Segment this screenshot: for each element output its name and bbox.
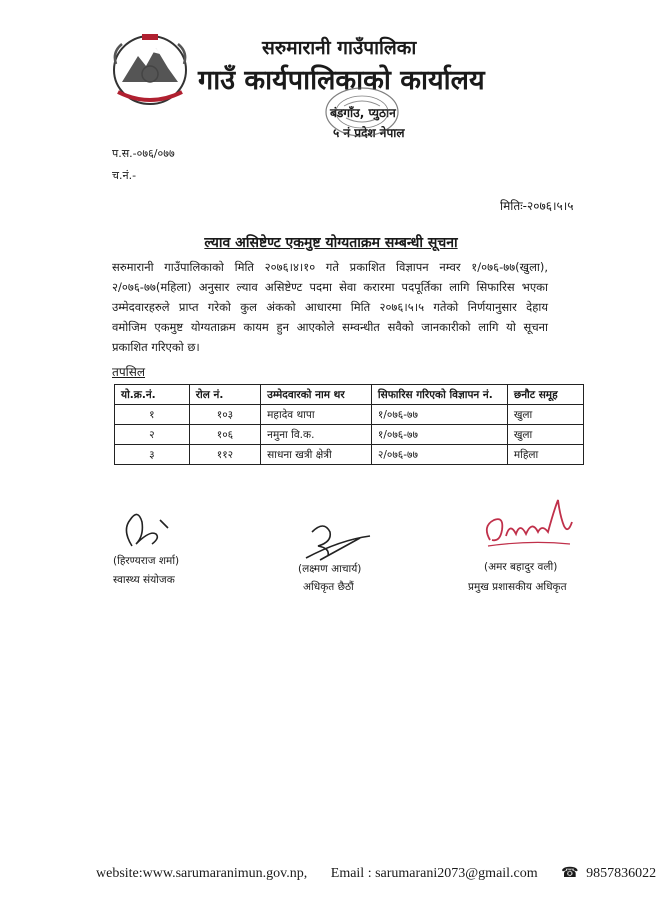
- signature-3-image: [480, 496, 576, 554]
- details-label: तपसिल: [112, 365, 146, 379]
- office-seal-stamp: [322, 84, 402, 140]
- cell-ad-number: १/०७६-७७: [371, 425, 507, 445]
- cell-serial: १: [115, 405, 190, 425]
- table-row: [115, 425, 584, 445]
- signatory-1-title: स्वास्थ्य संयोजक: [113, 574, 175, 586]
- phone-icon: ☎: [561, 866, 579, 881]
- col-header-serial: यो.क्र.नं.: [115, 385, 190, 405]
- signatory-3-title: प्रमुख प्रशासकीय अधिकृत: [468, 581, 567, 593]
- footer-website: website:www.sarumaranimun.gov.np,: [96, 866, 308, 881]
- signatory-2-name: (लक्ष्मण आचार्य): [298, 563, 362, 575]
- footer-contact: [96, 865, 662, 882]
- cell-group: खुला: [507, 425, 583, 445]
- notice-line: उम्मेदवारहरुले प्राप्त गरेको कुल अंकको आधारमा मिति २०७६।५।५ गतेको निर्णयानुसार देहाय: [112, 300, 548, 314]
- signatory-2-title: अधिकृत छैठौं: [303, 581, 354, 593]
- notice-body: [112, 257, 548, 357]
- table-row: [115, 405, 584, 425]
- signatory-3-name: (अमर बहादुर वली): [484, 561, 558, 573]
- cell-serial: ३: [115, 445, 190, 465]
- cell-name: साधना खत्री क्षेत्री: [261, 445, 372, 465]
- notice-line: प्रकाशित गरिएको छ।: [112, 340, 200, 354]
- col-header-roll: रोल नं.: [189, 385, 260, 405]
- cell-roll: १०३: [189, 405, 260, 425]
- cell-roll: ११२: [189, 445, 260, 465]
- cell-roll: १०६: [189, 425, 260, 445]
- col-header-ad-number: सिफारिस गरिएको विज्ञापन नं.: [371, 385, 507, 405]
- col-header-name: उम्मेदवारको नाम थर: [261, 385, 372, 405]
- cell-name: महादेव थापा: [261, 405, 372, 425]
- office-name: गाउँ कार्यपालिकाको कार्यालय: [198, 65, 485, 96]
- dispatch-number: च.नं.-: [112, 169, 137, 182]
- org-name: सरुमारानी गाउँपालिका: [262, 37, 417, 59]
- signature-2-image: [300, 518, 380, 562]
- notice-date: मितिः-२०७६।५।५: [500, 199, 574, 213]
- cell-serial: २: [115, 425, 190, 445]
- footer-email: Email : sarumarani2073@gmail.com: [330, 866, 538, 881]
- table-header-row: [115, 385, 584, 405]
- notice-line: सरुमारानी गाउँपालिकाको मिति २०७६।४।१० गते प्रकाशित विज्ञापन नम्वर १/०७६-७७(खुला),: [112, 260, 548, 274]
- footer-phone: 9857836022: [586, 866, 657, 881]
- nepal-emblem-logo: [108, 30, 192, 108]
- signatory-1-name: (हिरण्यराज शर्मा): [113, 555, 180, 567]
- signature-1-image: [116, 500, 176, 554]
- notice-line: २/०७६-७७(महिला) अनुसार ल्याव असिष्टेण्ट पदमा सेवा करारमा पदपूर्तिका लागि सिफारिस भएका: [112, 280, 548, 294]
- cell-group: महिला: [507, 445, 583, 465]
- table-row: [115, 445, 584, 465]
- address-line-2: ५ नं प्रदेश नेपाल: [333, 126, 405, 140]
- cell-name: नमुना वि.क.: [261, 425, 372, 445]
- merit-list-table: [114, 384, 584, 465]
- notice-subject: ल्याव असिष्टेण्ट एकमुष्ट योग्यताक्रम सम्बन्धी सूचना: [204, 235, 458, 251]
- reference-number: प.स.-०७६/०७७: [112, 147, 175, 160]
- address-line-1: बंडगाँउ, प्युठान: [330, 106, 396, 120]
- col-header-group: छनौट समूह: [507, 385, 583, 405]
- cell-group: खुला: [507, 405, 583, 425]
- cell-ad-number: २/०७६-७७: [371, 445, 507, 465]
- cell-ad-number: १/०७६-७७: [371, 405, 507, 425]
- notice-line: वमोजिम एकमुष्ट योग्यताक्रम कायम हुन आएकोले सम्वन्धीत सवैको जानकारीको लागि यो सूचना: [112, 320, 548, 334]
